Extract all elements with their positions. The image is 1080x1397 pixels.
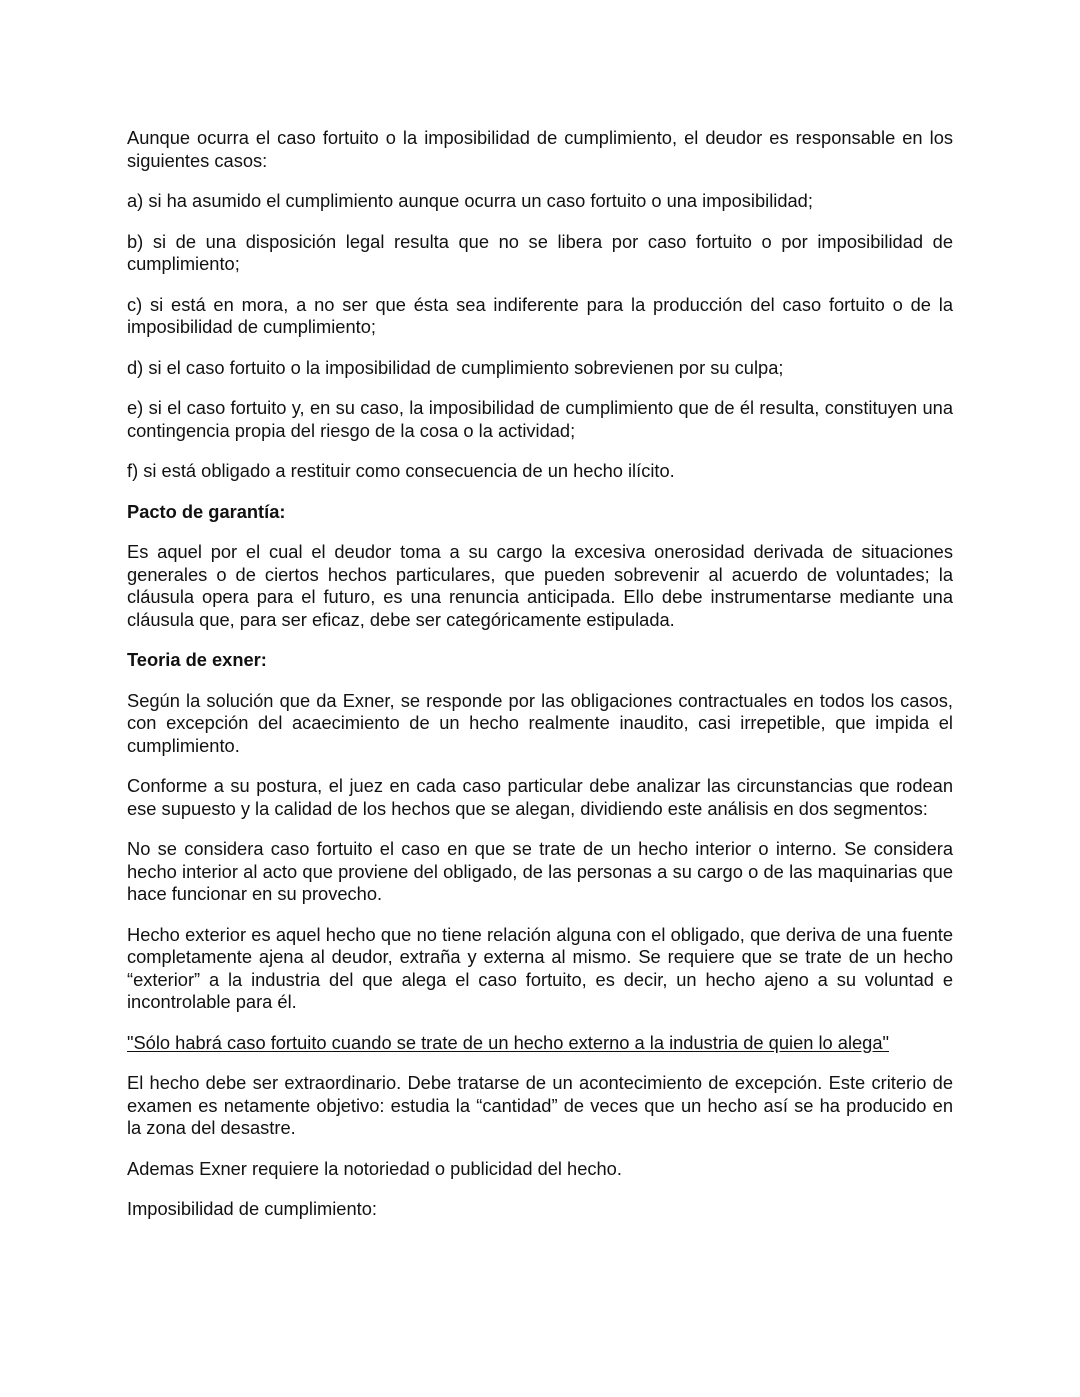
pacto-paragraph: Es aquel por el cual el deudor toma a su cargo la excesiva onerosidad derivada de situaciones generales o de ciertos hechos particulares, que pueden sobrevenir al acuerdo de voluntades; la cláusula opera para el futuro, es una renuncia anticipada. Ello debe instrumentarse mediante una cláusula que, para ser eficaz, debe ser categóricamente estipulada. — [127, 541, 953, 630]
document-page — [127, 127, 953, 1239]
exner-paragraph-6: Ademas Exner requiere la notoriedad o publicidad del hecho. — [127, 1157, 622, 1179]
exner-paragraph-4: Hecho exterior es aquel hecho que no tiene relación alguna con el obligado, que deriva de una fuente completamente ajena al deudor, extraña y externa al mismo. Se requiere que se trate de un hecho “exterior” a la industria del que alega el caso fortuito, es decir, un hecho ajeno a su voluntad e incontrolable para él. — [127, 923, 953, 1012]
case-item-e: e) si el caso fortuito y, en su caso, la imposibilidad de cumplimiento que de él resulta, constituyen una contingencia propia del riesgo de la cosa o la actividad; — [127, 397, 953, 441]
exner-paragraph-1: Según la solución que da Exner, se responde por las obligaciones contractuales en todos los casos, con excepción del acaecimiento de un hecho realmente inaudito, casi irrepetible, que impida el cumplimiento. — [127, 689, 953, 756]
case-item-b: b) si de una disposición legal resulta que no se libera por caso fortuito o por imposibilidad de cumplimiento; — [127, 230, 953, 274]
exner-paragraph-5: El hecho debe ser extraordinario. Debe tratarse de un acontecimiento de excepción. Este criterio de examen es netamente objetivo: estudia la “cantidad” de veces que un hecho así se ha producido en la zona del desastre. — [127, 1072, 953, 1138]
case-item-a: a) si ha asumido el cumplimiento aunque ocurra un caso fortuito o una imposibilidad; — [127, 190, 813, 211]
exner-heading: Teoria de exner: — [127, 649, 267, 670]
pacto-heading: Pacto de garantía: — [127, 500, 286, 522]
exner-paragraph-3: No se considera caso fortuito el caso en que se trate de un hecho interior o interno. Se considera hecho interior al acto que proviene del obligado, de las personas a su cargo o de las maquinarias que hace funcionar en su provecho. — [127, 838, 953, 904]
intro-paragraph: Aunque ocurra el caso fortuito o la imposibilidad de cumplimiento, el deudor es responsable en los siguientes casos: — [127, 127, 953, 171]
exner-quote: "Sólo habrá caso fortuito cuando se trate de un hecho externo a la industria de quien lo alega" — [127, 1031, 890, 1053]
case-item-f: f) si está obligado a restituir como consecuencia de un hecho ilícito. — [127, 460, 675, 481]
case-item-d: d) si el caso fortuito o la imposibilidad de cumplimiento sobrevienen por su culpa; — [127, 356, 784, 378]
imposibilidad-heading: Imposibilidad de cumplimiento: — [127, 1198, 377, 1219]
exner-paragraph-2: Conforme a su postura, el juez en cada caso particular debe analizar las circunstancias que rodean ese supuesto y la calidad de los hechos que se alegan, dividiendo este análisis en dos segmentos: — [127, 775, 953, 819]
case-item-c: c) si está en mora, a no ser que ésta sea indiferente para la producción del caso fortuito o de la imposibilidad de cumplimiento; — [127, 293, 953, 337]
